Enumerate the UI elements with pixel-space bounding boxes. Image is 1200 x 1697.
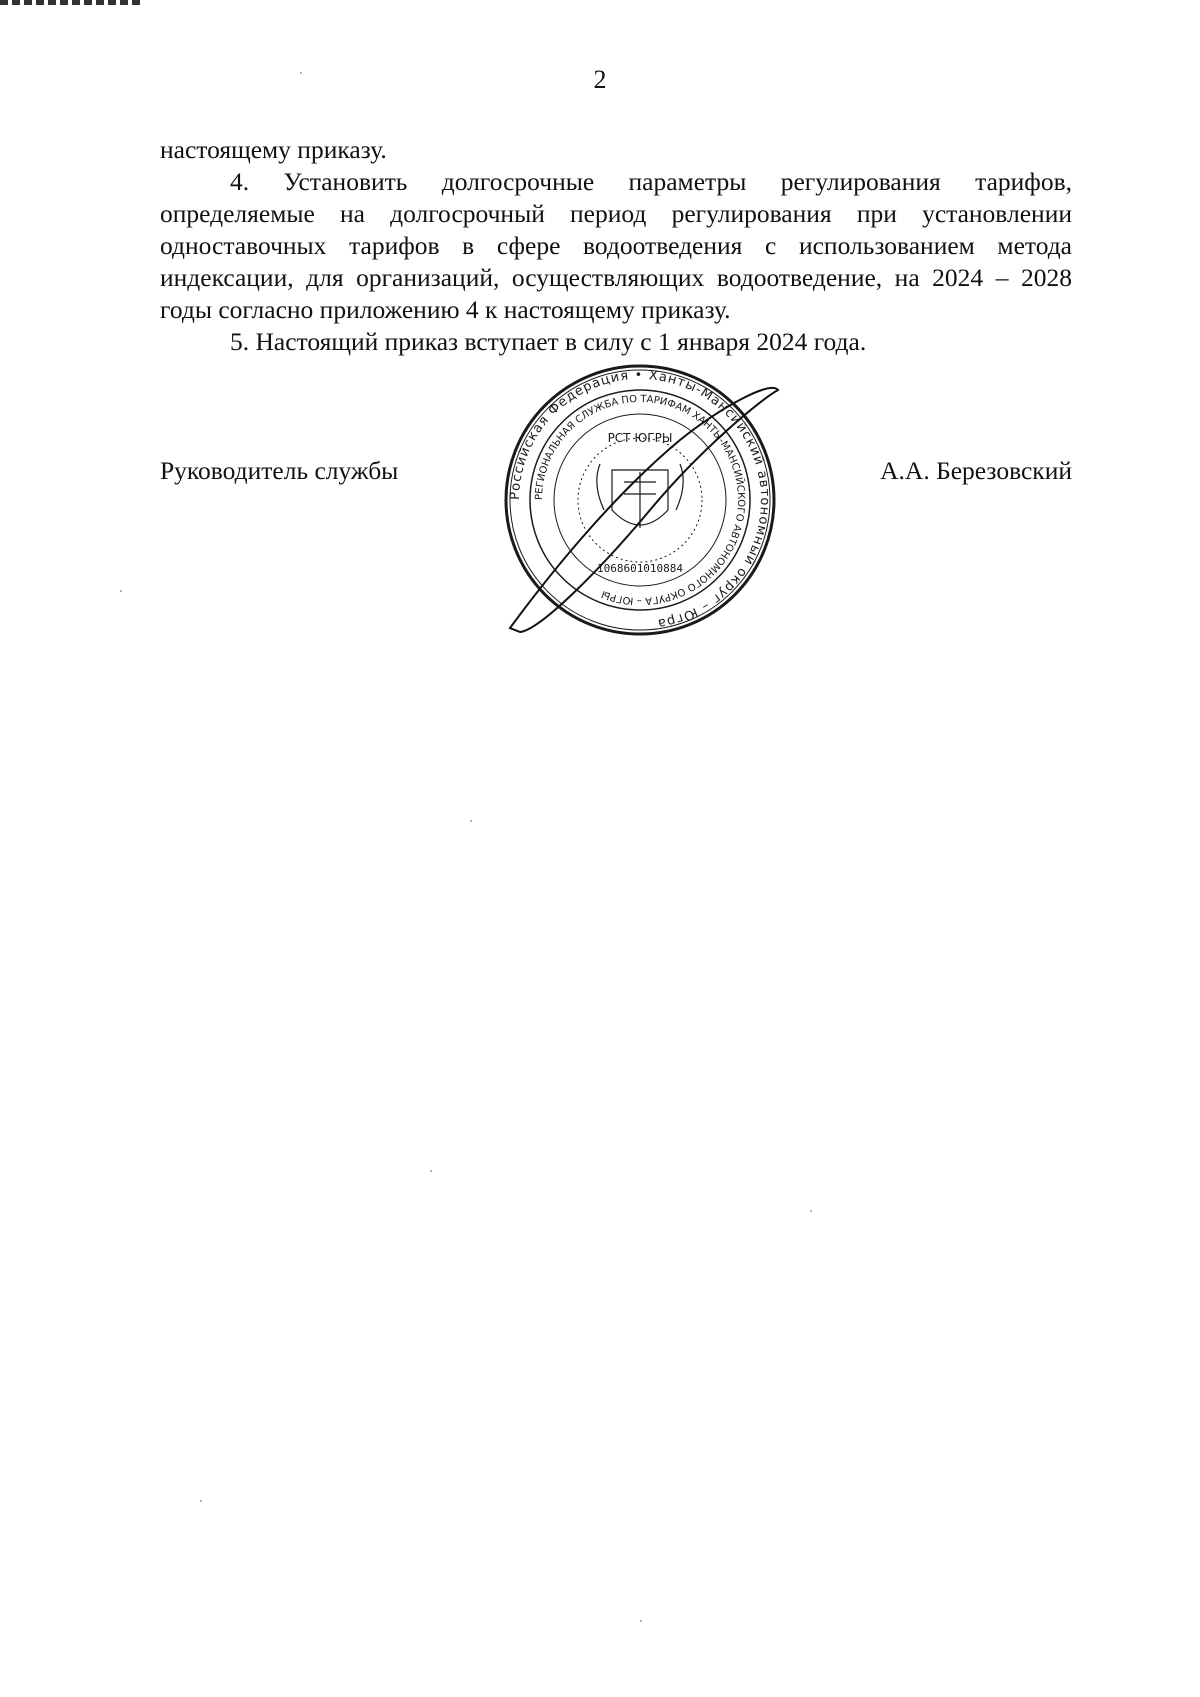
signatory-role: Руководитель службы bbox=[160, 456, 399, 485]
page-number: 2 bbox=[593, 65, 607, 94]
document-body bbox=[160, 134, 1072, 358]
seal-inner-text: РЕГИОНАЛЬНАЯ СЛУЖБА ПО ТАРИФАМ ХАНТЫ-МАНСИЙСКОГО АВТОНОМНОГО ОКРУГА – ЮГРЫ bbox=[533, 393, 747, 607]
seal-number: 1068601010884 bbox=[596, 562, 684, 575]
seal-center-text: РСТ ЮГРЫ bbox=[607, 431, 673, 445]
paragraph-continuation: настоящему приказу. bbox=[160, 135, 387, 164]
seal-outer-text: Российская Федерация • Ханты-Мансийский автономный округ – Югра bbox=[507, 367, 773, 631]
coat-of-arms-icon bbox=[597, 464, 683, 528]
paragraph-item-4: 4. Установить долгосрочные параметры регулирования тарифов, определяемые на долгосрочный период регулирования при установлении одноставочных тарифов в сфере водоотведения с использованием метода индексации, для организаций, осуществляющих водоотведение, на 2024 – 2028 годы согласно приложению 4 к настоящему приказу. bbox=[160, 167, 1072, 324]
scan-artifact bbox=[0, 0, 140, 5]
official-seal-stamp bbox=[500, 360, 780, 640]
signatory-name: А.А. Березовский bbox=[880, 456, 1072, 485]
paragraph-item-5: 5. Настоящий приказ вступает в силу с 1 января 2024 года. bbox=[230, 327, 867, 356]
